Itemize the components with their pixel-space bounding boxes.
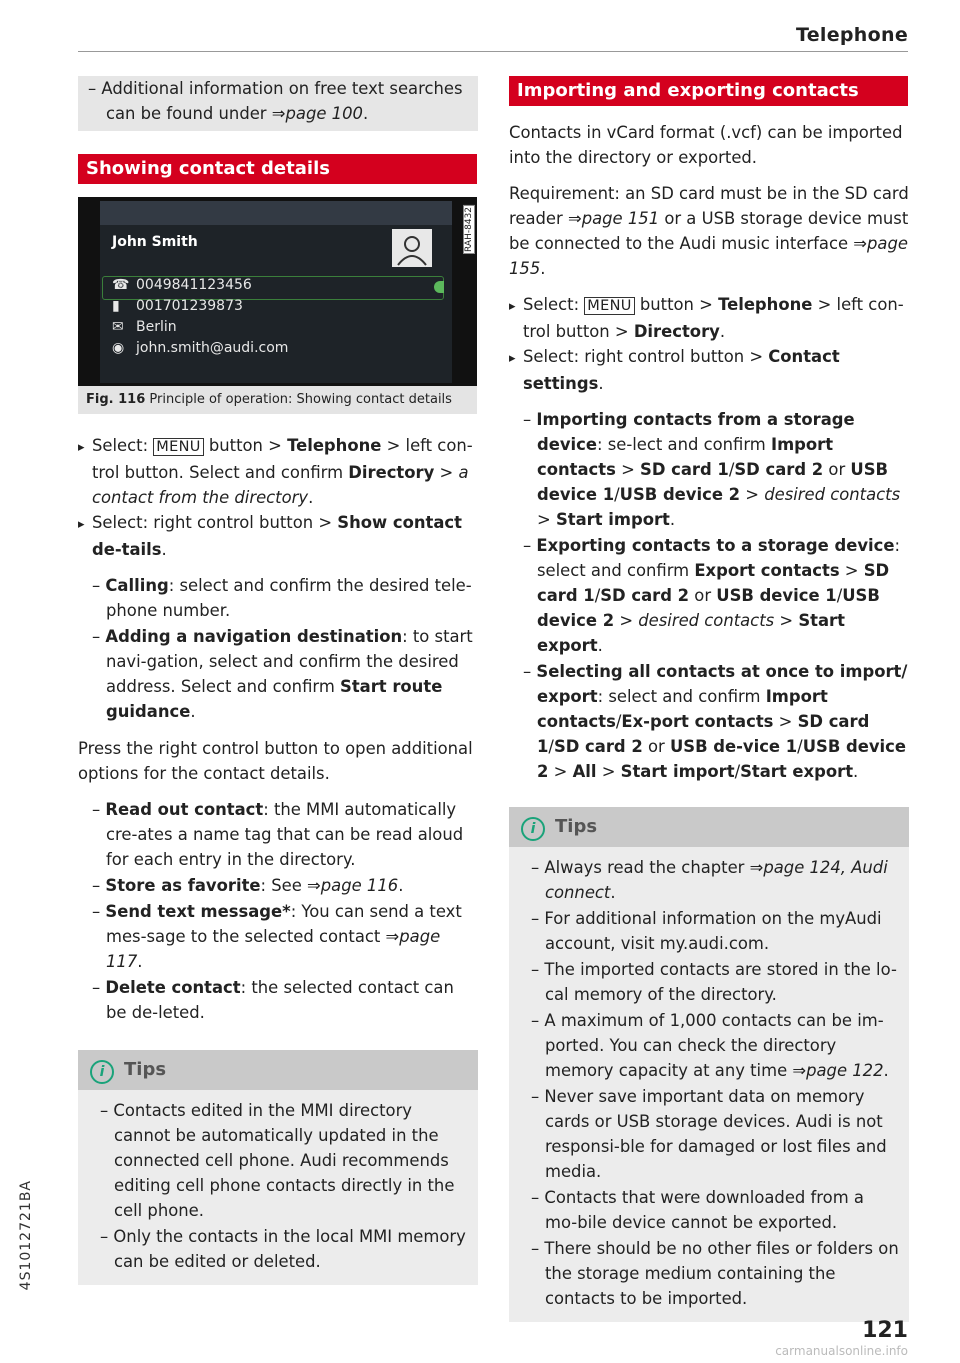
right-column-body xyxy=(509,120,909,1322)
option-favorite: – Store as favorite: See ⇒page 116. xyxy=(92,876,404,895)
page-header-title: Telephone xyxy=(795,24,908,46)
right-tips-title: Tips xyxy=(555,816,598,837)
call-indicator-icon xyxy=(434,281,444,293)
city-text: Berlin xyxy=(136,319,177,335)
figure-top-band xyxy=(100,201,452,225)
left-column xyxy=(78,76,478,131)
right-tip-3: – The imported contacts are stored in the lo-cal memory of the directory. xyxy=(531,960,897,1004)
intro-paragraph: Contacts in vCard format (.vcf) can be imported into the directory or exported. xyxy=(509,123,903,167)
left-step-1: ▸ Select: MENU button > Telephone > left con-trol button. Select and confirm Directory > a contact from the directory. xyxy=(78,433,478,510)
section-title-import-export: Importing and exporting contacts xyxy=(509,76,908,106)
right-tip-7: – There should be no other files or folders on the storage medium containing the contacts to be imported. xyxy=(531,1239,899,1308)
right-step-2: ▸ Select: right control button > Contact settings. xyxy=(509,344,909,396)
avatar-person-icon xyxy=(392,229,432,267)
right-tips-body xyxy=(509,847,909,1322)
email-text: john.smith@audi.com xyxy=(136,340,289,356)
phone1-text: 0049841123456 xyxy=(136,277,252,293)
link-page-151[interactable]: page 151 xyxy=(581,209,660,228)
item-navigation: – Adding a navigation destination: to start navi-gation, select and confirm the desired address. Select and confirm Start route guidance. xyxy=(92,627,473,721)
info-icon: i xyxy=(90,1060,114,1084)
header-rule xyxy=(78,51,908,52)
right-tip-4: – A maximum of 1,000 contacts can be im-ported. You can check the directory memory capacity at any time ⇒page 122. xyxy=(531,1011,889,1080)
option-send-text: – Send text message*: You can send a text mes-sage to the selected contact ⇒page 117. xyxy=(92,902,462,971)
caption-label: Fig. 116 xyxy=(86,392,146,407)
landline-icon: ☎ xyxy=(112,277,130,293)
item-export: – Exporting contacts to a storage device: select and confirm Export contacts > SD card 1/SD card 2 or USB device 1/USB device 2 > desired contacts > Start export. xyxy=(523,536,901,655)
menu-key: MENU xyxy=(153,438,203,456)
contact-row-phone1[interactable] xyxy=(112,277,252,293)
free-text-note xyxy=(78,76,478,131)
left-tips-header xyxy=(78,1050,478,1090)
note-line-2: can be found under ⇒page 100. xyxy=(106,104,369,123)
caption-text: Principle of operation: Showing contact details xyxy=(149,392,452,407)
right-tip-2: – For additional information on the myAudi account, visit my.audi.com. xyxy=(531,909,882,953)
item-select-all: – Selecting all contacts at once to import/ export: select and confirm Import contacts/Ex-port contacts > SD card 1/SD card 2 or USB de-vice 1/USB device 2 > All > Start import/Start export. xyxy=(523,662,908,781)
right-tips-header xyxy=(509,807,909,847)
avatar xyxy=(392,229,432,267)
right-tip-5: – Never save important data on memory cards or USB storage devices. Audi is not responsi-ble for damaged or lost files and media. xyxy=(531,1087,887,1181)
contact-name: John Smith xyxy=(112,234,198,250)
link-page-116[interactable]: page 116 xyxy=(320,876,399,895)
option-read-out: – Read out contact: the MMI automatically cre-ates a name tag that can be read aloud for each entry in the directory. xyxy=(92,800,464,869)
left-column-body xyxy=(78,433,478,1285)
figure-code-label: RAH-8432 xyxy=(464,207,474,252)
phone2-text: 001701239873 xyxy=(136,298,243,314)
left-tip-1: – Contacts edited in the MMI directory cannot be automatically updated in the connected cell phone. Audi recommends editing cell phone contacts directly in the cell phone. xyxy=(100,1101,455,1220)
left-tips-body xyxy=(78,1090,478,1285)
item-import: – Importing contacts from a storage device: se-lect and confirm Import contacts > SD card 1/SD card 2 or USB device 1/USB device 2 > desired contacts > Start import. xyxy=(523,410,901,529)
page-number: 121 xyxy=(862,1318,908,1343)
right-tip-6: – Contacts that were downloaded from a mo-bile device cannot be exported. xyxy=(531,1188,864,1232)
note-line-2-text: can be found under ⇒ xyxy=(106,104,286,123)
contact-row-email[interactable] xyxy=(112,340,288,356)
link-page-122[interactable]: page 122 xyxy=(806,1061,884,1080)
contact-row-address[interactable] xyxy=(112,319,177,335)
option-delete: – Delete contact: the selected contact can be de-leted. xyxy=(92,978,454,1022)
section-title-showing-contact: Showing contact details xyxy=(78,154,477,184)
link-page-155[interactable]: page 155 xyxy=(509,234,908,278)
watermark: carmanualsonline.info xyxy=(775,1344,908,1358)
options-paragraph: Press the right control button to open additional options for the contact details. xyxy=(78,739,473,783)
link-page-117[interactable]: page 117 xyxy=(106,927,441,971)
mobile-phone-icon: ▮ xyxy=(112,298,120,314)
requirement-paragraph: Requirement: an SD card must be in the SD card reader ⇒page 151 or a USB storage device must be connected to the Audi music interface ⇒page 155. xyxy=(509,184,909,278)
right-step-1: ▸ Select: MENU button > Telephone > left con-trol button > Directory. xyxy=(509,292,909,344)
figure-caption xyxy=(78,386,477,414)
document-code: 4S1012721BA xyxy=(18,1180,34,1291)
left-tip-2: – Only the contacts in the local MMI memory can be edited or deleted. xyxy=(100,1227,466,1271)
item-calling: – Calling: select and confirm the desired tele-phone number. xyxy=(92,576,472,620)
link-page-124[interactable]: page 124, Audi connect xyxy=(545,858,888,902)
left-step-2: ▸ Select: right control button > Show contact de-tails. xyxy=(78,510,478,562)
note-line-1: – Additional information on free text searches xyxy=(88,79,463,98)
right-tip-1: – Always read the chapter ⇒page 124, Audi connect. xyxy=(531,858,888,902)
email-icon: ◉ xyxy=(112,340,125,356)
left-tips-title: Tips xyxy=(124,1059,167,1080)
contact-row-phone2[interactable] xyxy=(112,298,243,314)
menu-key-right: MENU xyxy=(584,297,634,315)
address-icon: ✉ xyxy=(112,319,124,335)
note-link[interactable]: page 100 xyxy=(285,104,363,123)
figure-contact-screen xyxy=(78,197,477,386)
info-icon-right: i xyxy=(521,817,545,841)
